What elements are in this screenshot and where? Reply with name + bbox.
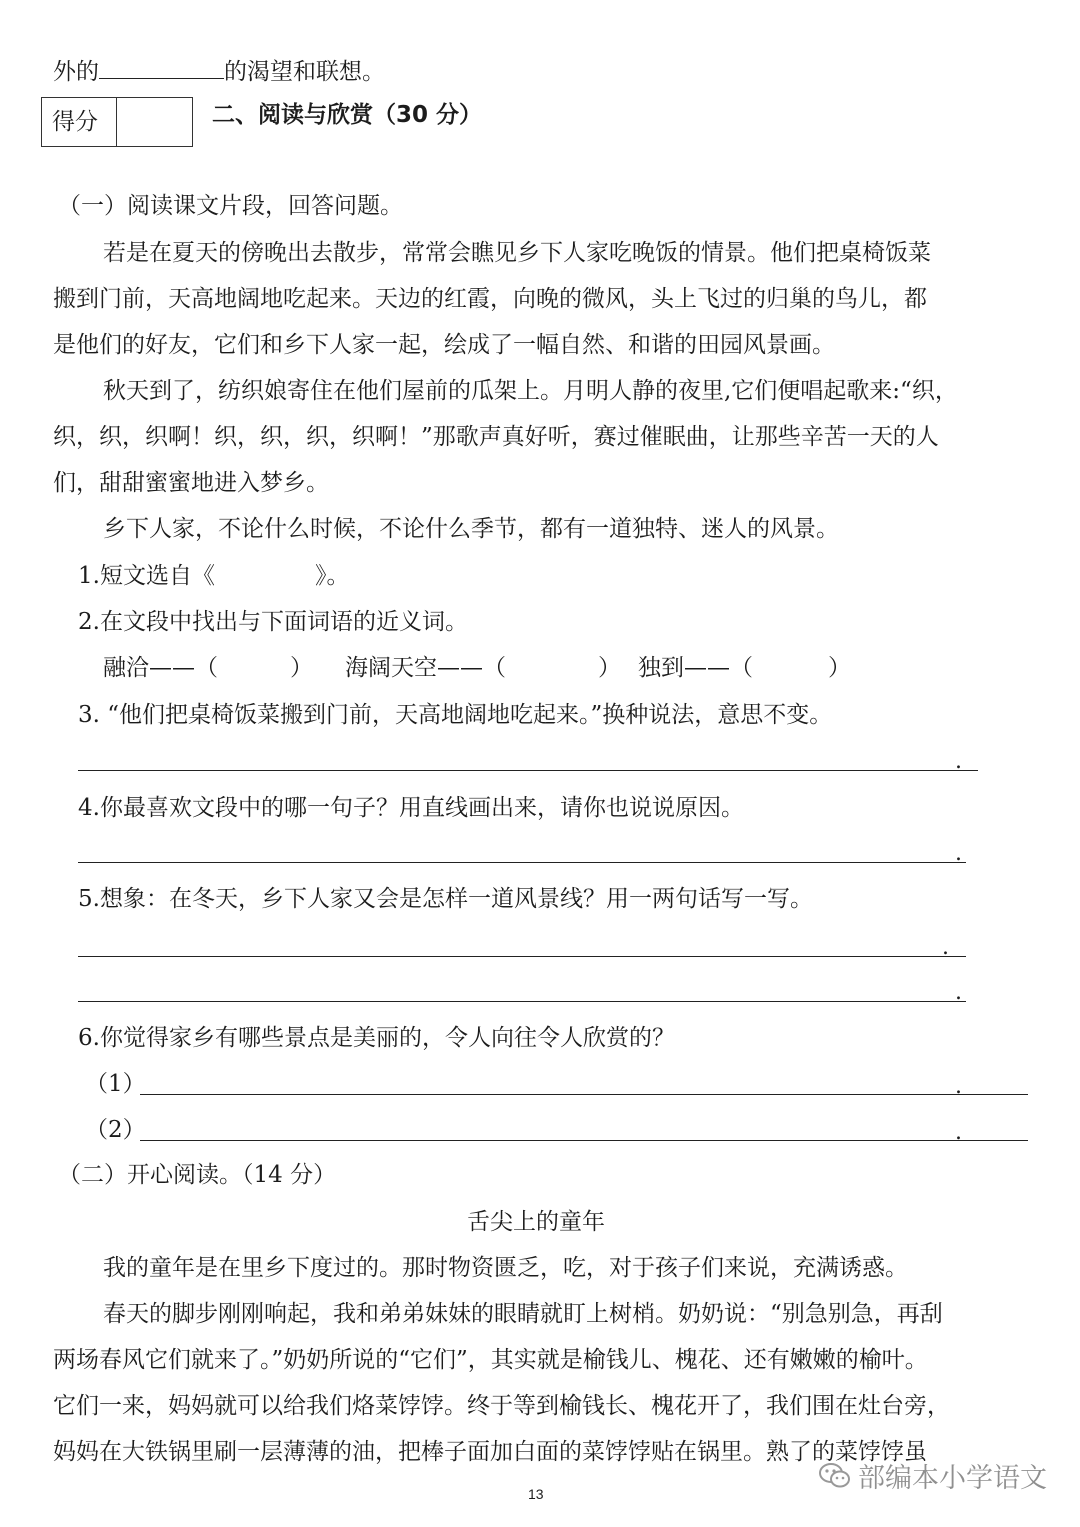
answer-line (78, 1001, 966, 1002)
question-2: 2.在文段中找出与下面词语的近义词。 (78, 609, 468, 635)
top-fragment-suffix: 的渴望和联想。 (224, 59, 385, 85)
answer-period: . (955, 1120, 962, 1145)
question-4: 4.你最喜欢文段中的哪一句子？用直线画出来，请你也说说原因。 (78, 795, 744, 821)
answer-period: . (942, 935, 949, 960)
wechat-icon (818, 1461, 852, 1491)
watermark (818, 1456, 1047, 1495)
passage-line: 乡下人家，不论什么时候，不论什么季节，都有一道独特、迷人的风景。 (103, 516, 839, 542)
answer-line (78, 770, 978, 771)
page-number: 13 (528, 1486, 544, 1502)
q6-item-label: （1） (85, 1071, 146, 1097)
passage-line: 是他们的好友，它们和乡下人家一起，绘成了一幅自然、和谐的田园风景画。 (53, 332, 835, 358)
watermark-text: 部编本小学语文 (858, 1463, 1047, 1494)
answer-period: . (955, 980, 962, 1005)
passage-line: 若是在夏天的傍晚出去散步，常常会瞧见乡下人家吃晚饭的情景。他们把桌椅饭菜 (103, 240, 931, 266)
passage-line: 妈妈在大铁锅里刷一层薄薄的油，把棒子面加白面的菜饽饽贴在锅里。熟了的菜饽饽虽 (53, 1439, 927, 1465)
passage-line: 我的童年是在里乡下度过的。那时物资匮乏，吃，对于孩子们来说，充满诱惑。 (103, 1255, 908, 1281)
q2-word: 海阔天空——（ (345, 655, 506, 681)
answer-line (78, 956, 966, 957)
q2-paren: ） (290, 655, 313, 681)
question-5: 5.想象：在冬天，乡下人家又会是怎样一道风景线？用一两句话写一写。 (78, 886, 813, 912)
passage-line: 搬到门前，天高地阔地吃起来。天边的红霞，向晚的微风，头上飞过的归巢的鸟儿，都 (53, 286, 927, 312)
top-fragment-prefix: 外的 (53, 59, 99, 85)
answer-period: . (955, 1074, 962, 1099)
passage-line: 两场春风它们就来了。”奶奶所说的“它们”，其实就是榆钱儿、槐花、还有嫩嫩的榆叶。 (53, 1347, 928, 1373)
passage-line: 秋天到了，纺织娘寄住在他们屋前的瓜架上。月明人静的夜里,它们便唱起歌来:“织， (103, 378, 958, 404)
q1-prefix: 1.短文选自《 (78, 563, 215, 589)
answer-line (78, 862, 966, 863)
passage-line: 它们一来，妈妈就可以给我们烙菜饽饽。终于等到榆钱长、槐花开了，我们围在灶台旁， (53, 1393, 950, 1419)
passage-line: 织，织，织啊！织，织，织，织啊！”那歌声真好听，赛过催眠曲，让那些辛苦一天的人 (53, 424, 939, 450)
q2-word: 独到——（ (638, 655, 753, 681)
q1-suffix: 》。 (314, 563, 350, 589)
section-title: 二、阅读与欣赏（30 分） (212, 102, 483, 128)
question-1 (78, 565, 349, 588)
q2-word: 融洽——（ (103, 655, 218, 681)
passage-title: 舌尖上的童年 (467, 1209, 605, 1235)
q2-paren: ） (598, 655, 621, 681)
q6-item-label: （2） (85, 1117, 146, 1143)
top-fragment (53, 56, 385, 84)
answer-period: . (955, 749, 962, 774)
passage-line: 们，甜甜蜜蜜地进入梦乡。 (53, 470, 329, 496)
part1-heading: （一）阅读课文片段，回答问题。 (58, 193, 403, 219)
passage-line: 春天的脚步刚刚响起，我和弟弟妹妹的眼睛就盯上树梢。奶奶说：“别急别急，再刮 (103, 1301, 943, 1327)
part2-heading: （二）开心阅读。（14 分） (58, 1162, 337, 1188)
answer-line (140, 1140, 1028, 1141)
answer-line (140, 1094, 1028, 1095)
question-3: 3. “他们把桌椅饭菜搬到门前，天高地阔地吃起来。”换种说法，意思不变。 (78, 702, 833, 728)
question-6: 6.你觉得家乡有哪些景点是美丽的，令人向往令人欣赏的？ (78, 1025, 675, 1051)
score-box (41, 97, 193, 147)
score-label: 得分 (42, 98, 117, 146)
answer-period: . (955, 841, 962, 866)
blank-underline (99, 56, 224, 79)
q2-paren: ） (828, 655, 851, 681)
